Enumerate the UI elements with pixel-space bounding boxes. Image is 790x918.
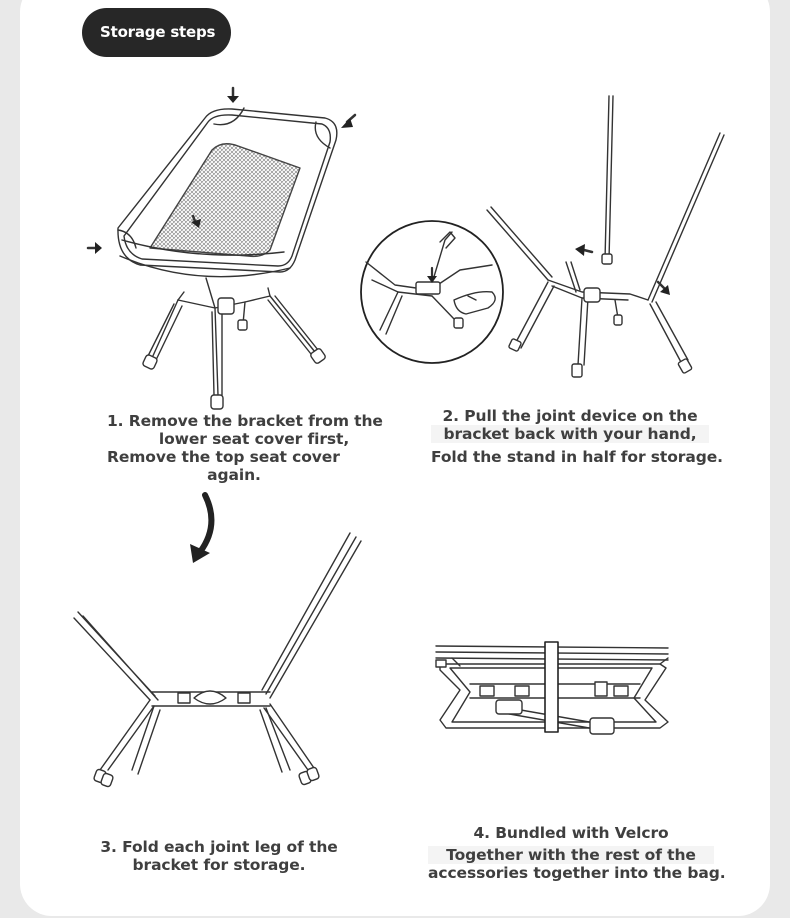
step-1-line-1: 1. Remove the bracket from the	[107, 412, 383, 430]
left-arrow-icon	[584, 250, 592, 252]
step-1-line-2: lower seat cover first,	[158, 430, 350, 448]
bundled-frame-illustration	[436, 642, 668, 734]
step-4-line-1: 4. Bundled with Velcro	[473, 824, 669, 842]
step-2-caption	[431, 407, 723, 466]
joint-detail-illustration	[361, 221, 503, 363]
right-arrow-head-icon	[95, 242, 102, 254]
step-4-caption	[428, 824, 726, 882]
down-arrow-head-icon	[227, 96, 239, 103]
step-2-line-1: 2. Pull the joint device on the	[442, 407, 698, 425]
step-2-line-2: bracket back with your hand,	[431, 425, 709, 443]
step-1-line-4: again.	[207, 466, 261, 484]
frame-unfolding-illustration	[487, 96, 724, 377]
step-2-line-3: Fold the stand in half for storage.	[431, 448, 723, 466]
step-4-line-3: accessories together into the bag.	[428, 864, 726, 882]
step-3-line-2: bracket for storage.	[132, 856, 306, 874]
left-arrow-head-icon	[575, 244, 585, 256]
step-1-line-3: Remove the top seat cover	[107, 448, 340, 466]
section-title: Storage steps	[100, 23, 216, 41]
step-3-caption	[92, 838, 346, 874]
step-3-line-1: 3. Fold each joint leg of the	[100, 838, 338, 856]
step-1-caption	[107, 412, 383, 484]
step-4-line-2: Together with the rest of the	[428, 846, 714, 864]
chair-assembled-illustration	[118, 108, 337, 409]
curved-arrow-icon	[200, 495, 211, 552]
folded-frame-illustration	[74, 533, 361, 787]
